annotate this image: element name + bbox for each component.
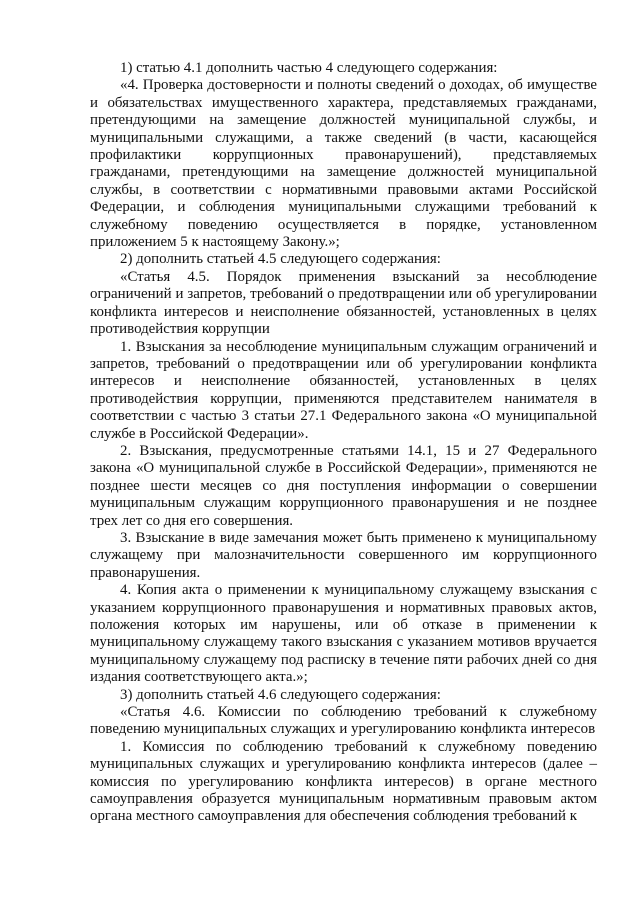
paragraph-article-4-5-part-3: 3. Взыскание в виде замечания может быть применено к муниципальному служащему при малозначительности совершенного им коррупционного правонарушения.: [90, 529, 597, 581]
paragraph-amend-article-4-1: 1) статью 4.1 дополнить частью 4 следующего содержания:: [120, 60, 498, 76]
heading-article-4-5: «Статья 4.5. Порядок применения взысканий за несоблюдение ограничений и запретов, требований о предотвращении или об урегулировании конфликта интересов и неисполнение обязанностей, установленных в целях противодействия коррупции: [90, 268, 597, 338]
paragraph-article-4-6-part-1: 1. Комиссия по соблюдению требований к служебному поведению муниципальных служащих и урегулированию конфликта интересов (далее – комиссия по урегулированию конфликта интересов) в органе местного самоуправления образуется муниципальным нормативным правовым актом органа местного самоуправления для обеспечения соблюдения требований к: [90, 738, 597, 825]
paragraph-article-4-5-part-1: 1. Взыскания за несоблюдение муниципальным служащим ограничений и запретов, требований о предотвращении или об урегулировании конфликта интересов и неисполнение обязанностей, установленных в целях противодействия коррупции, применяются представителем нанимателя в соответствии с частью 3 статьи 27.1 Федерального закона «О муниципальной службе в Российской Федерации».: [90, 338, 597, 442]
paragraph-article-4-5-part-4: 4. Копия акта о применении к муниципальному служащему взыскания с указанием коррупционного правонарушения и нормативных правовых актов, положения которых им нарушены, или об отказе в применении к муниципальному служащему такого взыскания с указанием мотивов вручается муниципальному служащему под расписку в течение пяти рабочих дней со дня издания соответствующего акта.»;: [90, 582, 597, 686]
heading-article-4-6: «Статья 4.6. Комиссии по соблюдению требований к служебному поведению муниципальных служащих и урегулированию конфликта интересов: [90, 704, 597, 738]
document-page: [90, 60, 597, 826]
paragraph-add-article-4-5: 2) дополнить статьей 4.5 следующего содержания:: [120, 251, 441, 268]
paragraph-article-4-5-part-2: 2. Взыскания, предусмотренные статьями 14.1, 15 и 27 Федерального закона «О муниципальной службе в Российской Федерации», применяются не позднее шести месяцев со дня поступления информации о совершении муниципальным служащим коррупционного правонарушения и не позднее трех лет со дня его совершения.: [90, 442, 597, 529]
paragraph-add-article-4-6: 3) дополнить статьей 4.6 следующего содержания:: [120, 686, 441, 703]
paragraph-part-4-verification: «4. Проверка достоверности и полноты сведений о доходах, об имуществе и обязательствах имущественного характера, представляемых гражданами, претендующими на замещение должностей муниципальной службы, и муниципальными служащими, а также сведений (в части, касающейся профилактики коррупционных правонарушений), представляемых гражданами, претендующими на замещение должностей муниципальной службы, в соответствии с нормативными правовыми актами Российской Федерации, и соблюдения муниципальными служащими требований к служебному поведению осуществляется в порядке, установленном приложением 5 к настоящему Закону.»;: [90, 77, 597, 251]
